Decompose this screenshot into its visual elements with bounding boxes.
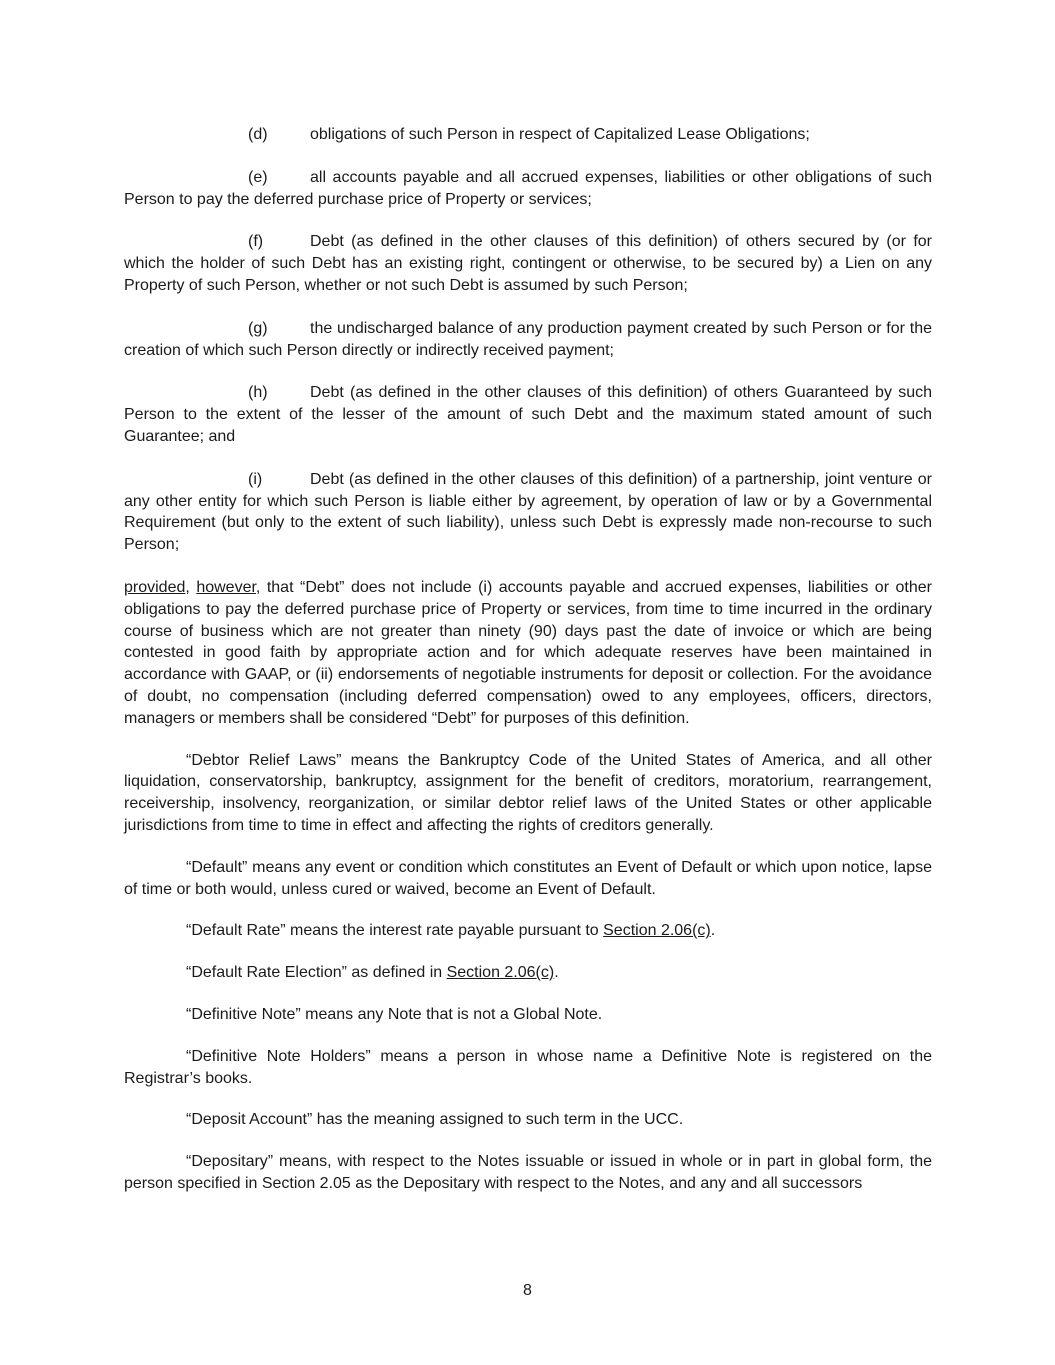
proviso-text: , that “Debt” does not include (i) accounts payable and accrued expenses, liabilities or other obligations to pay the deferred purchase price of Property or services, from time to time incurred in the ordinary course of business which are not greater than ninety (90) days past the date of invoice or which are being contested in good faith by appropriate action and for which adequate reserves have been maintained in accordance with GAAP, or (ii) endorsements of negotiable instruments for deposit or collection. For the avoidance of doubt, no compensation (including deferred compensation) owed to any employees, officers, directors, managers or members shall be considered “Debt” for purposes of this definition. [124,578,932,727]
definition-text-end: . [710,922,716,940]
definition-definitive-note: “Definitive Note” means any Note that is not a Global Note. [186,1005,603,1023]
clause-label: (d) [248,126,268,143]
provided-term: provided [124,578,186,596]
definition-depositary: “Depositary” means, with respect to the Notes issuable or issued in whole or in part in global form, the person specified in Section 2.05 as the Depositary with respect to the Notes, and any and all successors [124,1153,932,1192]
clause-i [124,469,932,556]
clause-e [124,167,932,211]
clause-g [124,318,932,362]
clause-text: Debt (as defined in the other clauses of this definition) of others Guaranteed by such Person to the extent of the lesser of the amount of such Debt and the maximum stated amount of such Guarantee; and [124,384,932,445]
definition-default-rate [124,920,932,942]
clause-label: (g) [248,319,268,337]
definition-debtor-relief-laws: “Debtor Relief Laws” means the Bankruptcy Code of the United States of America, and all other liquidation, conservatorship, bankruptcy, assignment for the benefit of creditors, moratorium, rearrangement, receivership, insolvency, reorganization, or similar debtor relief laws of the United States or other applicable jurisdictions from time to time in effect and affecting the rights of creditors generally. [124,751,932,834]
proviso-paragraph [124,577,932,730]
section-reference-link[interactable]: Section 2.06(c) [446,964,555,982]
section-reference-link[interactable]: Section 2.06(c) [603,922,711,940]
clause-label: (h) [248,384,268,402]
definition-text-end: . [554,964,559,982]
clause-text: all accounts payable and all accrued expenses, liabilities or other obligations of such Person to pay the deferred purchase price of Property or services; [124,168,932,208]
clause-text: Debt (as defined in the other clauses of this definition) of others secured by (or for which the holder of such Debt has an existing right, contingent or otherwise, to be secured by) a Lien on any Property of such Person, whether or not such Debt is assumed by such Person; [124,233,932,294]
proviso-comma: , [185,578,197,596]
clause-label: (i) [248,470,263,488]
definition-default: “Default” means any event or condition which constitutes an Event of Default or which upon notice, lapse of time or both would, unless cured or waived, become an Event of Default. [124,858,932,898]
clause-d [124,124,932,146]
clause-f [124,231,932,296]
definition-deposit-account: “Deposit Account” has the meaning assigned to such term in the UCC. [186,1111,684,1129]
clause-h [124,382,932,447]
page-number: 8 [523,1282,532,1299]
document-page [124,124,932,1195]
definition-text: “Default Rate Election” as defined in [186,964,447,982]
clause-text: obligations of such Person in respect of Capitalized Lease Obligations; [310,126,810,143]
clause-label: (f) [248,233,264,251]
clause-text: Debt (as defined in the other clauses of this definition) of a partnership, joint venture or any other entity for which such Person is liable either by agreement, by operation of law or by a Governmental Requirement (but only to the extent of such liability), unless such Debt is expressly made non-recourse to such Person; [124,470,932,554]
definition-text: “Default Rate” means the interest rate payable pursuant to [186,922,604,940]
clause-label: (e) [248,168,268,186]
definition-definitive-note-holders: “Definitive Note Holders” means a person in whose name a Definitive Note is registered on the Registrar’s books. [124,1047,932,1087]
clause-text: the undischarged balance of any production payment created by such Person or for the creation of which such Person directly or indirectly received payment; [124,319,932,359]
however-term: however [196,578,256,596]
definition-default-rate-election [124,962,932,984]
